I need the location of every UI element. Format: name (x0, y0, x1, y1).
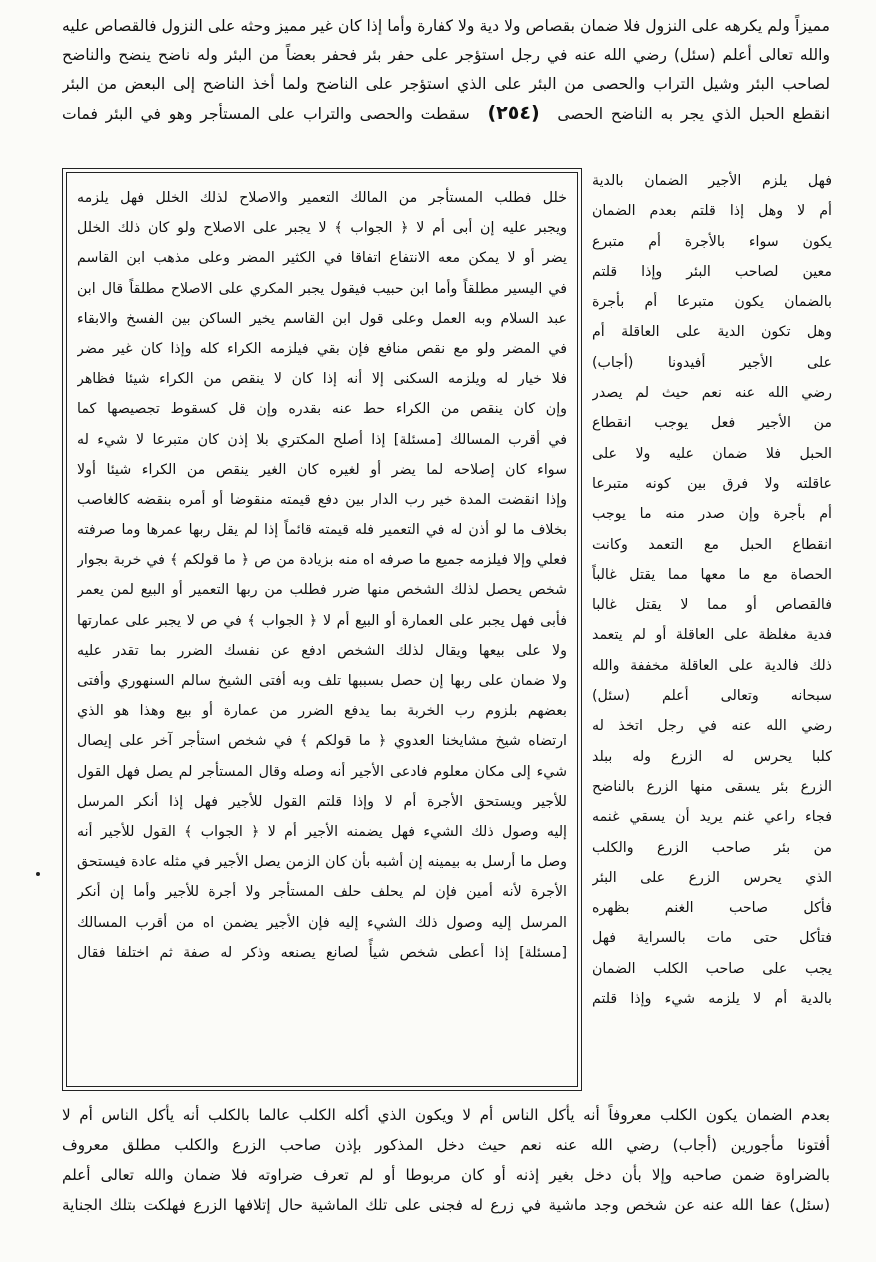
text-line: بعدم الضمان يكون الكلب معروفاً أنه يأكل الناس أم لا ويكون الذي أكله الكلب عالما بالكلب أنه يأكل الناس أم لا (62, 1106, 830, 1124)
boxed-text-frame (62, 168, 582, 1091)
margin-mark (36, 872, 40, 876)
margin-line: الذي يحرس الزرع على البئر (592, 869, 832, 886)
text-line: فعلي وإلا فيلزمه جميع ما صرفه اه منه بزيادة من ص ﴿ ما قولكم ﴾ في خربة بجوار (77, 552, 567, 569)
text-line: ولا على بيعها ويقال لذلك الشخص ادفع عن نفسك الضرر بما تقدر عليه (77, 642, 567, 659)
margin-line: الحصاة مع ما معها مما يقتل غالباً (592, 566, 832, 583)
text-segment: انقطع الحبل الذي يجر به الناضح الحصى (557, 105, 830, 123)
text-line: الأجرة لأنه أمين فإن لم يحلف حلف المستأجر ولا أجرة للأجير وأما إن أنكر (77, 884, 567, 901)
text-line: ويجبر عليه إن أبى أم لا ﴿ الجواب ﴾ لا يجبر على الاصلاح ولو كان ذلك الخلل (77, 220, 567, 237)
page-number: (٢٥٤) (487, 102, 540, 124)
text-line: بالضراوة ضمن صاحبه وإلا بأن دخل بغير إذنه أو كان مربوطا أو لم تعرف ضراوته فلا ضمان والله تعالى أعلم (62, 1166, 830, 1184)
text-line: [مسئلة] إذا أعطى شخص شيأً لصانع يصنعه وذكر له صفة ثم اختلفا فقال (77, 944, 567, 961)
text-line: وصل ما أرسل به بيمينه إن أشبه بأن كان الزمن يصل الأجير في مثله عادة فيستحق (77, 854, 567, 871)
text-line: ولا ضمان على ربها إن حصل بسببها تلف وبه أفتى الشيخ سالم السنهوري وأفتى (77, 673, 567, 689)
margin-line: فدية مغلظة على العاقلة أو لم يتعمد (592, 627, 832, 644)
margin-line: أم لا وهل إذا قلتم بعدم الضمان (592, 203, 832, 220)
text-line: سواء كان إصلاحه لما يضر أو لغيره كان الغير ينقص من الكراء شيئا أولا (77, 461, 567, 478)
text-line: للأجير ويستحق الأجرة أم لا وإذا قلتم القول للأجير فهل إذا أنكر المرسل (77, 793, 567, 810)
margin-line: الزرع بئر يسقى منها الزرع بالناضح (592, 778, 832, 795)
margin-line: بالدية أم لا يلزمه شيء وإذا قلتم (592, 991, 832, 1008)
main-column (66, 172, 578, 1087)
text-line: وإن كان ينقص من الكراء حط عنه بقدره وإن قل كسقوط تجصيصها كما (77, 401, 567, 418)
margin-line: وهل تكون الدية على العاقلة أم (592, 324, 832, 341)
margin-line: يكون سواء بالأجرة أم متبرع (592, 233, 832, 250)
text-line: في أقرب المسالك [مسئلة] إذا أصلح المكتري بلا إذن كان متبرعا لا شيء له (77, 431, 567, 448)
text-line: ارتضاه شيخ مشايخنا العدوي ﴿ ما قولكم ﴾ في شخص استأجر آخر على إيصال (77, 733, 567, 750)
margin-line: فتأكل حتى مات بالسراية فهل (592, 930, 832, 947)
bottom-paragraph (62, 1100, 830, 1220)
margin-column (592, 166, 832, 1014)
margin-line: فهل يلزم الأجير الضمان بالدية (592, 173, 832, 189)
margin-line: على الأجير أفيدونا (أجاب) (592, 354, 832, 371)
text-line: بعضهم بلزوم رب الخربة بما يدفع الضرر من عمارة أو بيع وهذا هو الذي (77, 703, 567, 720)
text-line: في اليسير مطلقاً وأما ابن حبيب فيقول يجبر المكري على الاصلاح مطلقاً قال ابن (77, 280, 567, 297)
margin-line: الحبل فلا ضمان عليه ولا على (592, 445, 832, 462)
text-line: وإذا انقضت المدة خير رب الدار بين دفع قيمته منقوضا أو أمره بنقضه كالغاصب (77, 491, 567, 508)
text-line: بخلاف ما لو أذن له في التعمير فله قيمته قائماً إذا لم يقل ربها عمرها وما صرفته (77, 522, 567, 539)
margin-line: من بئر صاحب الزرع والكلب (592, 839, 832, 856)
text-line: (سئل) عفا الله عنه عن شخص وجد ماشية في زرع له فجنى على تلك الماشية حال إتلافها الزرع فهلكت بتلك الجناية (62, 1196, 830, 1214)
margin-line: بالضمان يكون متبرعا أم بأجرة (592, 294, 832, 311)
text-line: لصاحب البئر وشيل التراب والحصى من البئر على الذي استؤجر على الناضح ولما أخذ الناضح إلى البعض من البئر (62, 75, 830, 93)
text-line: شيء إلى مكان معلوم فادعى الأجير أنه وصله وقال المستأجر لم يصل فهل القول (77, 763, 567, 780)
text-line: يضر أو لا يمكن معه الانتفاع اتفاقا في الكثير المضر وعلى مذهب ابن القاسم (77, 250, 567, 267)
margin-line: من الأجير فعل يوجب انقطاع (592, 415, 832, 432)
margin-line: ذلك فالدية على العاقلة مخففة والله (592, 657, 832, 674)
margin-line: كلبا يحرس له الزرع وله ببلد (592, 748, 832, 765)
margin-line: معين لصاحب البئر وإذا قلتم (592, 263, 832, 280)
text-line: فأبى فهل يجبر على العمارة أو البيع أم لا ﴿ الجواب ﴾ في ص لا يجبر على عمارتها (77, 612, 567, 629)
margin-line: رضي الله عنه في رجل اتخذ له (592, 718, 832, 735)
text-line: شخص يحصل لذلك الشخص منها ضرر فطلب من ربها التعمير أو البيع لمن يعمر (77, 582, 567, 599)
text-line: خلل فطلب المستأجر من المالك التعمير والاصلاح لذلك الخلل فهل يلزمه (77, 190, 567, 206)
text-line: أفتونا مأجورين (أجاب) رضي الله عنه نعم حيث دخل المذكور بإذن صاحب الزرع والكلب مطلق معروف (62, 1136, 830, 1154)
margin-line: فجاء راعي غنم يريد أن يسقي غنمه (592, 809, 832, 826)
margin-line: سبحانه وتعالى أعلم (سئل) (592, 688, 832, 705)
text-line: مميزاً ولم يكرهه على النزول فلا ضمان بقصاص ولا دية ولا كفارة وأما إذا كان غير مميز وحثه على النزول فالقصاص عليه (62, 17, 830, 35)
margin-line: رضي الله عنه نعم حيث لم يصدر (592, 385, 832, 402)
margin-line: فالقصاص أو مما لا يقتل غالبا (592, 597, 832, 614)
text-line: عبد السلام وبه العمل وعلى قول ابن القاسم يخير الساكن بين الفسخ والابقاء (77, 310, 567, 327)
margin-line: انقطاع الحبل مع التعمد وكانت (592, 536, 832, 553)
text-line: فلا خيار له ويلزمه السكنى إلا أنه إذا كان لا ينقص من الكراء شيئا فظاهر (77, 371, 567, 388)
text-line: في المضر ولو مع نقص منافع فإن بقي فيلزمه الكراء كله وإذا كان غير مضر (77, 340, 567, 357)
text-line: إليه وصول ذلك الشيء فهل يضمنه الأجير أم لا ﴿ الجواب ﴾ القول للأجير أنه (77, 823, 567, 840)
text-line: المرسل إليه وصول ذلك الشيء إليه فإن الأجير يضمن اه من أقرب المسالك (77, 914, 567, 931)
margin-line: يجب على صاحب الكلب الضمان (592, 960, 832, 977)
margin-line: فأكل صاحب الغنم بظهره (592, 900, 832, 917)
text-line-with-page-number (62, 99, 830, 128)
top-paragraph (62, 12, 830, 128)
margin-line: عاقلته ولا فرق بين كونه متبرعا (592, 475, 832, 492)
text-segment: سقطت والحصى والتراب على المستأجر وهو في البئر فمات (62, 105, 470, 123)
margin-line: أم بأجرة وإن صدر منه ما يوجب (592, 506, 832, 523)
text-line: والله تعالى أعلم (سئل) رضي الله عنه في رجل استؤجر على حفر بئر فحفر بعضاً من البئر وله ناضح ينضح والناضح (62, 46, 830, 64)
